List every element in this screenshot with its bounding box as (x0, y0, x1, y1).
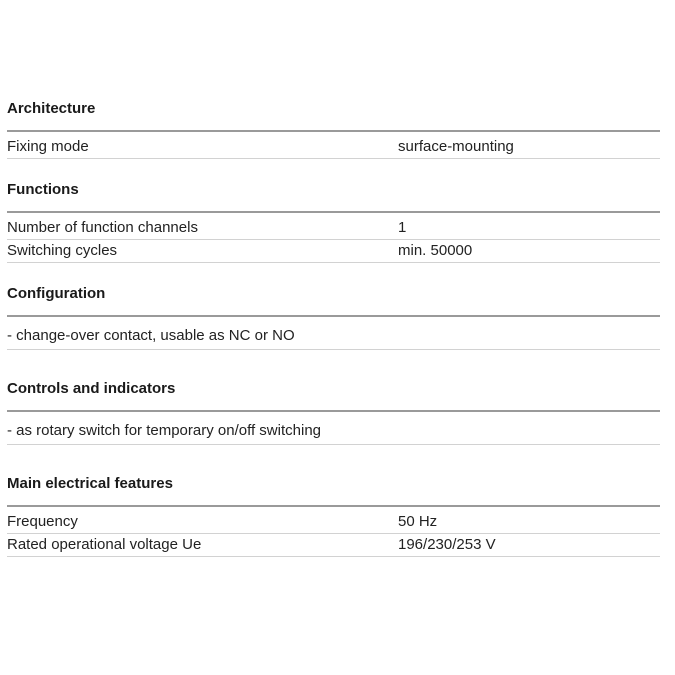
spec-note-configuration (7, 323, 660, 350)
spec-value: 196/230/253 V (398, 536, 496, 553)
section-spacer (7, 263, 660, 283)
spec-label: Rated operational voltage Ue (7, 536, 202, 553)
section-divider (7, 211, 660, 213)
spec-sheet (7, 98, 660, 557)
section-spacer (7, 350, 660, 378)
spec-note-text: - as rotary switch for temporary on/off switching (7, 422, 322, 439)
section-controls-indicators (7, 378, 660, 445)
spec-value: 50 Hz (398, 513, 438, 530)
section-title-controls-indicators: Controls and indicators (7, 380, 176, 397)
spec-row-function-channels (7, 217, 660, 240)
spec-value: min. 50000 (398, 242, 473, 259)
section-title-architecture: Architecture (7, 100, 96, 117)
spec-label: Number of function channels (7, 219, 198, 236)
section-spacer (7, 159, 660, 179)
spec-row-switching-cycles (7, 240, 660, 263)
spec-value: 1 (398, 219, 407, 236)
spec-label: Frequency (7, 513, 78, 530)
spec-label: Fixing mode (7, 138, 89, 155)
spec-row-frequency (7, 511, 660, 534)
section-title-main-electrical: Main electrical features (7, 475, 173, 492)
section-title-configuration: Configuration (7, 285, 106, 302)
spec-value: surface-mounting (398, 138, 514, 155)
spec-label: Switching cycles (7, 242, 118, 259)
section-divider (7, 130, 660, 132)
section-spacer (7, 445, 660, 473)
section-architecture (7, 98, 660, 159)
section-divider (7, 410, 660, 412)
spec-row-fixing-mode (7, 136, 660, 159)
section-main-electrical (7, 473, 660, 557)
section-divider (7, 505, 660, 507)
section-divider (7, 315, 660, 317)
section-title-functions: Functions (7, 181, 79, 198)
section-configuration (7, 283, 660, 350)
spec-row-rated-voltage (7, 534, 660, 557)
section-functions (7, 179, 660, 263)
spec-note-text: - change-over contact, usable as NC or NO (7, 327, 295, 344)
spec-note-controls (7, 418, 660, 445)
